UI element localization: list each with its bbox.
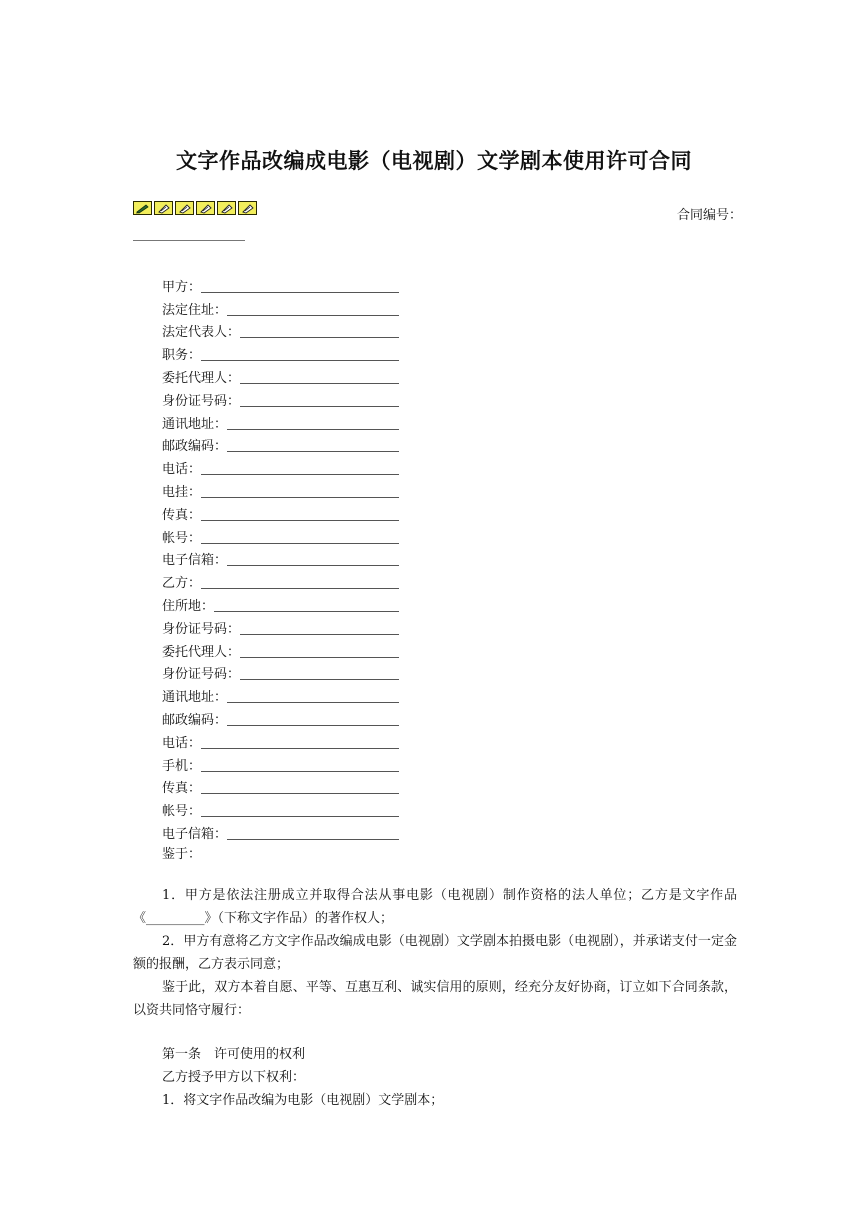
contract-number-blank [133, 240, 245, 241]
field-label: 传真： [162, 781, 202, 797]
form-field-row [162, 546, 399, 569]
field-label: 帐号： [162, 804, 202, 820]
field-blank-line[interactable] [201, 779, 399, 794]
form-field-row [162, 363, 399, 386]
field-blank-line[interactable] [201, 734, 399, 749]
field-blank-line[interactable] [201, 483, 399, 498]
field-label: 身份证号码： [162, 393, 241, 409]
diploma-icon [196, 201, 215, 215]
article-1-title: 第一条 许可使用的权利 [162, 1047, 306, 1062]
field-blank-line[interactable] [240, 620, 399, 635]
form-field-row [162, 318, 399, 341]
field-label: 委托代理人： [162, 644, 241, 660]
field-blank-line[interactable] [201, 574, 399, 589]
form-field-row [162, 705, 399, 728]
field-label: 电子信箱： [162, 826, 228, 842]
form-field-row [162, 774, 399, 797]
field-label: 甲方： [162, 279, 202, 295]
form-field-row [162, 819, 399, 842]
article-1-item-1: 1．将文字作品改编为电影（电视剧）文学剧本； [162, 1093, 444, 1108]
field-blank-line[interactable] [227, 825, 399, 840]
article-1-intro: 乙方授予甲方以下权利： [162, 1070, 306, 1085]
form-field-row [162, 386, 399, 409]
field-label: 电子信箱： [162, 553, 228, 569]
field-label: 法定代表人： [162, 325, 241, 341]
diploma-icon [175, 201, 194, 215]
field-blank-line[interactable] [227, 437, 399, 452]
clause-paragraph-3: 鉴于此，双方本着自愿、平等、互惠互利、诚实信用的原则，经充分友好协商，订立如下合同条款，以资共同恪守履行： [133, 980, 737, 1018]
field-label: 电挂： [162, 484, 202, 500]
field-blank-line[interactable] [240, 392, 399, 407]
field-blank-line[interactable] [201, 346, 399, 361]
field-blank-line[interactable] [201, 278, 399, 293]
whereas-heading: 鉴于： [162, 847, 202, 862]
field-label: 电话： [162, 735, 202, 751]
form-field-row [162, 523, 399, 546]
form-field-row [162, 500, 399, 523]
field-label: 传真： [162, 507, 202, 523]
field-label: 身份证号码： [162, 621, 241, 637]
form-field-row [162, 340, 399, 363]
form-field-row [162, 751, 399, 774]
form-field-row [162, 272, 399, 295]
diploma-icon [154, 201, 173, 215]
field-label: 通讯地址： [162, 416, 228, 432]
clause-paragraph-2: 2．甲方有意将乙方文字作品改编成电影（电视剧）文学剧本拍摄电影（电视剧），并承诺支付一定金额的报酬，乙方表示同意； [133, 934, 737, 972]
field-label: 邮政编码： [162, 712, 228, 728]
form-field-row [162, 295, 399, 318]
field-blank-line[interactable] [240, 369, 399, 384]
field-label: 身份证号码： [162, 667, 241, 683]
diploma-icon [238, 201, 257, 215]
field-blank-line[interactable] [227, 711, 399, 726]
field-blank-line[interactable] [227, 301, 399, 316]
pen-write-icon [133, 201, 152, 215]
form-field-row [162, 796, 399, 819]
diploma-icon [217, 201, 236, 215]
field-label: 手机： [162, 758, 202, 774]
field-label: 职务： [162, 348, 202, 364]
field-label: 法定住址： [162, 302, 228, 318]
form-field-row [162, 432, 399, 455]
field-label: 帐号： [162, 530, 202, 546]
field-blank-line[interactable] [201, 529, 399, 544]
field-label: 通讯地址： [162, 690, 228, 706]
party-fields [162, 272, 399, 842]
icon-strip [133, 201, 257, 215]
field-label: 电话： [162, 462, 202, 478]
document-title: 文字作品改编成电影（电视剧）文学剧本使用许可合同 [176, 148, 692, 173]
form-field-row [162, 637, 399, 660]
field-blank-line[interactable] [227, 551, 399, 566]
form-field-row [162, 728, 399, 751]
field-label: 乙方： [162, 576, 202, 592]
form-field-row [162, 477, 399, 500]
field-blank-line[interactable] [227, 415, 399, 430]
field-blank-line[interactable] [201, 506, 399, 521]
field-blank-line[interactable] [201, 460, 399, 475]
form-field-row [162, 660, 399, 683]
form-field-row [162, 454, 399, 477]
field-blank-line[interactable] [240, 323, 399, 338]
field-label: 邮政编码： [162, 439, 228, 455]
form-field-row [162, 614, 399, 637]
field-label: 委托代理人： [162, 370, 241, 386]
field-blank-line[interactable] [201, 802, 399, 817]
field-blank-line[interactable] [201, 757, 399, 772]
field-label: 住所地： [162, 598, 215, 614]
form-field-row [162, 591, 399, 614]
form-field-row [162, 568, 399, 591]
form-field-row [162, 682, 399, 705]
field-blank-line[interactable] [214, 597, 399, 612]
field-blank-line[interactable] [240, 665, 399, 680]
form-field-row [162, 409, 399, 432]
clause-paragraph-1: 1．甲方是依法注册成立并取得合法从事电影（电视剧）制作资格的法人单位；乙方是文字作品《_________》（下称文字作品）的著作权人； [133, 888, 737, 926]
contract-number-label: 合同编号： [676, 208, 742, 223]
field-blank-line[interactable] [240, 643, 399, 658]
field-blank-line[interactable] [227, 688, 399, 703]
